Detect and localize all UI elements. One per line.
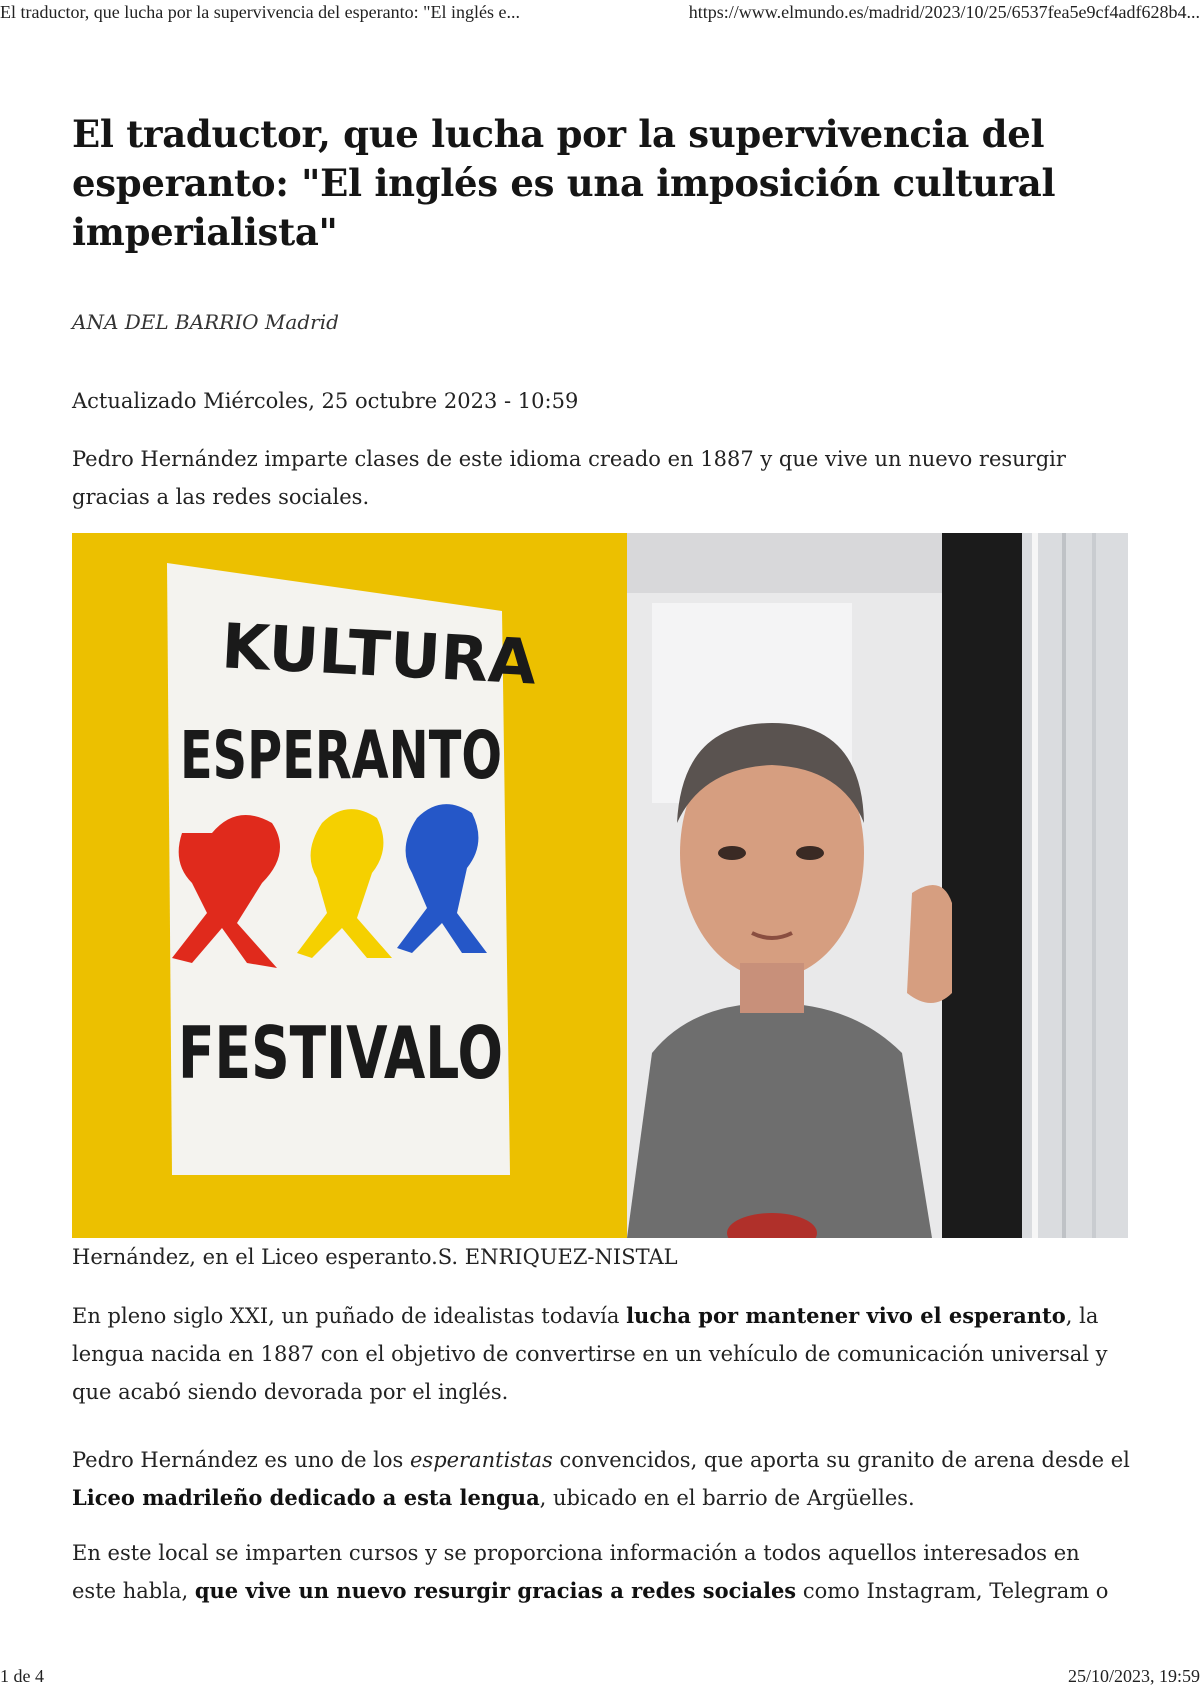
para2-text-end: , ubicado en el barrio de Argüelles. — [539, 1486, 915, 1510]
para1-bold: lucha por mantener vivo el esperanto — [626, 1303, 1066, 1328]
article-updated-date: Actualizado Miércoles, 25 octubre 2023 - 10:59 — [72, 389, 579, 413]
print-footer-page: 1 de 4 — [0, 1666, 44, 1686]
para3-text-end: como Instagram, Telegram o — [796, 1579, 1109, 1603]
print-header — [0, 2, 1200, 28]
article-headline: El traductor, que lucha por la supervivencia del esperanto: "El inglés es una imposición cultural imperialista" — [72, 112, 1056, 254]
para3-bold: que vive un nuevo resurgir gracias a redes sociales — [194, 1578, 797, 1603]
article-paragraph-2 — [72, 1441, 1130, 1517]
para2-text: Pedro Hernández es uno de los — [72, 1448, 410, 1472]
print-header-title: El traductor, que lucha por la supervivencia del esperanto: "El inglés e... — [0, 2, 520, 22]
article — [72, 110, 1130, 1603]
photo-caption: Hernández, en el Liceo esperanto.S. ENRIQUEZ-NISTAL — [72, 1245, 678, 1269]
article-byline: ANA DEL BARRIO Madrid — [72, 310, 339, 334]
print-footer — [0, 1666, 1200, 1692]
para3-text: En este local se imparten cursos y se proporciona información a todos aquellos interesados en este habla, — [72, 1541, 1080, 1603]
para2-italic: esperantistas — [409, 1448, 553, 1472]
article-paragraph-3 — [72, 1534, 1130, 1610]
photo-illustration — [72, 533, 1128, 1238]
para1-text-end: , la lengua nacida en 1887 con el objetivo de convertirse en un vehículo de comunicación universal y que acabó siendo devorada por el inglés. — [72, 1304, 1108, 1404]
para2-text-mid: convencidos, que aporta su granito de arena desde el — [552, 1448, 1130, 1472]
article-lede: Pedro Hernández imparte clases de este idioma creado en 1887 y que vive un nuevo resurgir gracias a las redes sociales. — [72, 447, 1066, 509]
para1-text: En pleno siglo XXI, un puñado de idealistas todavía — [72, 1304, 627, 1328]
print-header-url: https://www.elmundo.es/madrid/2023/10/25/6537fea5e9cf4adf628b4... — [688, 2, 1200, 22]
article-photo — [72, 533, 1128, 1238]
print-footer-datetime: 25/10/2023, 19:59 — [1067, 1666, 1200, 1686]
poster-text-kultura: KULTURA — [219, 609, 539, 699]
poster-text-esperanto: ESPERANTO — [180, 717, 502, 794]
article-paragraph-1 — [72, 1297, 1130, 1411]
para2-bold: Liceo madrileño dedicado a esta lengua — [72, 1485, 540, 1510]
poster-text-festivalo: FESTIVALO — [178, 1011, 503, 1095]
